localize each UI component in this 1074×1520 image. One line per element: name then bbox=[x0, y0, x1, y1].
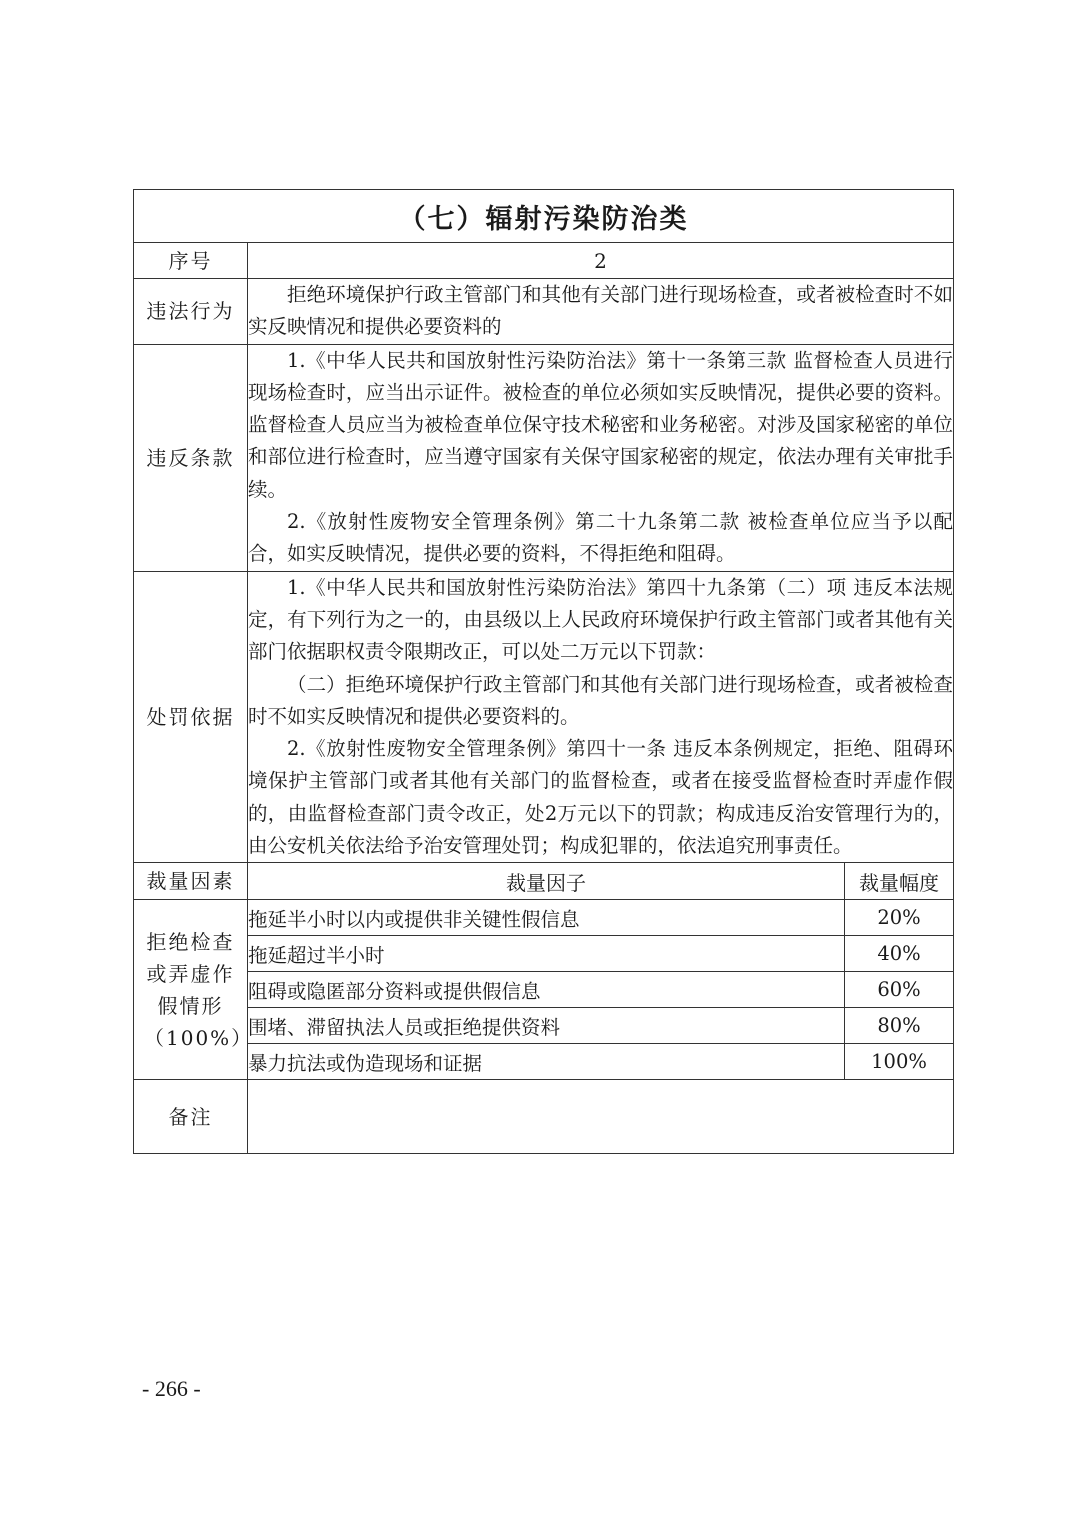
penalty-cell bbox=[248, 571, 954, 863]
factor-pct: 40% bbox=[845, 936, 954, 972]
clause-cell bbox=[248, 344, 954, 571]
remark-label: 备注 bbox=[134, 1080, 248, 1154]
violation-label: 违法行为 bbox=[134, 279, 248, 345]
seq-value: 2 bbox=[248, 243, 954, 279]
clause-label: 违反条款 bbox=[134, 344, 248, 571]
clause-paragraph: 2.《放射性废物安全管理条例》第二十九条第二款 被检查单位应当予以配合，如实反映情况，提供必要的资料，不得拒绝和阻碍。 bbox=[248, 510, 953, 566]
factor-text: 拖延超过半小时 bbox=[248, 936, 845, 972]
seq-label: 序号 bbox=[134, 243, 248, 279]
penalty-label: 处罚依据 bbox=[134, 571, 248, 863]
page-number: - 266 - bbox=[142, 1376, 201, 1401]
penalty-paragraph: （二）拒绝环境保护行政主管部门和其他有关部门进行现场检查，或者被检查时不如实反映情况和提供必要资料的。 bbox=[248, 672, 953, 728]
factor-head-col2: 裁量因子 bbox=[248, 863, 845, 900]
violation-cell bbox=[248, 279, 954, 345]
factor-group-label: 拒绝检查或弄虚作假情形（100%） bbox=[134, 900, 248, 1080]
discretion-table bbox=[133, 189, 954, 1154]
factor-head-col3: 裁量幅度 bbox=[845, 863, 954, 900]
factor-text: 围堵、滞留执法人员或拒绝提供资料 bbox=[248, 1008, 845, 1044]
factor-text: 阻碍或隐匿部分资料或提供假信息 bbox=[248, 972, 845, 1008]
violation-text: 拒绝环境保护行政主管部门和其他有关部门进行现场检查，或者被检查时不如实反映情况和提供必要资料的 bbox=[248, 283, 953, 339]
penalty-paragraph: 2.《放射性废物安全管理条例》第四十一条 违反本条例规定，拒绝、阻碍环境保护主管部门或者其他有关部门的监督检查，或者在接受监督检查时弄虚作假的，由监督检查部门责令改正，处2万元以下的罚款；构成违反治安管理行为的，由公安机关依法给予治安管理处罚；构成犯罪的，依法追究刑事责任。 bbox=[248, 737, 953, 858]
clause-paragraph: 1.《中华人民共和国放射性污染防治法》第十一条第三款 监督检查人员进行现场检查时，应当出示证件。被检查的单位必须如实反映情况，提供必要的资料。监督检查人员应当为被检查单位保守技术秘密和业务秘密。对涉及国家秘密的单位和部位进行检查时，应当遵守国家有关保守国家秘密的规定，依法办理有关审批手续。 bbox=[248, 348, 953, 501]
factor-pct: 80% bbox=[845, 1008, 954, 1044]
table-title: （七）辐射污染防治类 bbox=[134, 190, 954, 243]
factor-head-col1: 裁量因素 bbox=[134, 863, 248, 900]
factor-text: 暴力抗法或伪造现场和证据 bbox=[248, 1044, 845, 1080]
penalty-paragraph: 1.《中华人民共和国放射性污染防治法》第四十九条第（二）项 违反本法规定，有下列行为之一的，由县级以上人民政府环境保护行政主管部门或者其他有关部门依据职权责令限期改正，可以处二万元以下罚款： bbox=[248, 575, 953, 664]
factor-pct: 100% bbox=[845, 1044, 954, 1080]
factor-pct: 20% bbox=[845, 900, 954, 936]
remark-value bbox=[248, 1080, 954, 1154]
factor-text: 拖延半小时以内或提供非关键性假信息 bbox=[248, 900, 845, 936]
factor-pct: 60% bbox=[845, 972, 954, 1008]
